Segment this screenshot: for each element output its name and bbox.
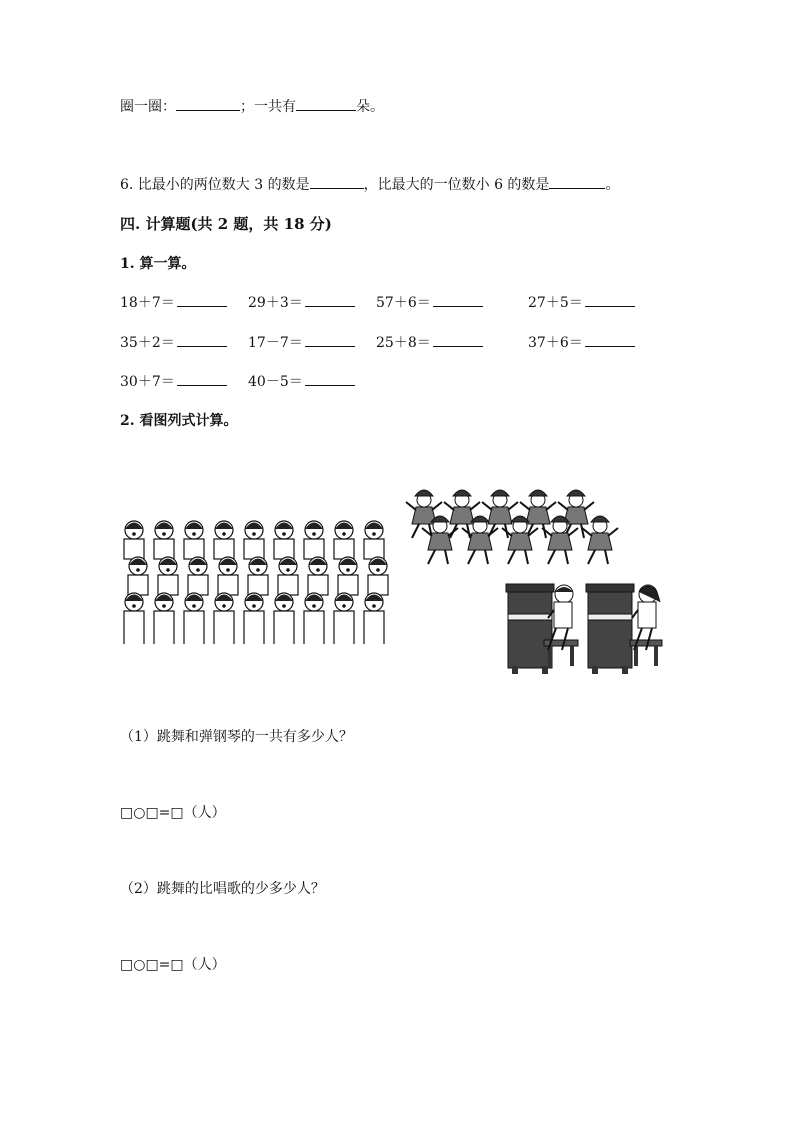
formula-1[interactable]: □○□=□（人） (120, 805, 226, 821)
answer-blank[interactable] (433, 292, 483, 307)
equation-text: 29＋3＝ (248, 295, 303, 311)
choir-illustration (118, 518, 396, 644)
circle-question (120, 96, 384, 116)
calc-heading: 1. 算一算。 (120, 256, 196, 272)
choir-child (274, 521, 294, 559)
choir-child (154, 521, 174, 559)
circle-label: 圈一圈： (120, 99, 176, 115)
answer-blank[interactable] (176, 96, 240, 111)
equation-text: 57＋6＝ (376, 295, 431, 311)
answer-blank[interactable] (296, 96, 356, 111)
piano-players-illustration (504, 580, 668, 678)
equation-text: 40－5＝ (248, 374, 303, 390)
choir-child (368, 557, 388, 595)
choir-child (304, 521, 324, 559)
equation-text: 27＋5＝ (528, 295, 583, 311)
choir-child (128, 557, 148, 595)
choir-child (334, 593, 354, 644)
equation (248, 371, 355, 391)
formula-2[interactable]: □○□=□（人） (120, 957, 226, 973)
question-2: （2）跳舞的比唱歌的少多少人？ (120, 881, 325, 897)
choir-child (244, 593, 264, 644)
choir-child (304, 593, 324, 644)
answer-blank[interactable] (177, 292, 227, 307)
equation-text: 25＋8＝ (376, 335, 431, 351)
answer-blank[interactable] (305, 371, 355, 386)
choir-child (124, 593, 144, 644)
equation (376, 292, 483, 312)
equation-text: 30＋7＝ (120, 374, 175, 390)
choir-child (214, 593, 234, 644)
equation (528, 332, 635, 352)
circle-unit: 朵。 (356, 99, 384, 115)
dancer (482, 490, 518, 538)
choir-child (274, 593, 294, 644)
choir-child (334, 521, 354, 559)
choir-child (218, 557, 238, 595)
equation-text: 17－7＝ (248, 335, 303, 351)
equation-text: 18＋7＝ (120, 295, 175, 311)
equation (120, 371, 227, 391)
choir-child (158, 557, 178, 595)
q6-part-a: 6. 比最小的两位数大 3 的数是 (120, 177, 310, 193)
q6-part-b: ，比最大的一位数小 6 的数是 (363, 177, 550, 193)
answer-blank[interactable] (310, 174, 364, 189)
question-1: （1）跳舞和弹钢琴的一共有多少人？ (120, 729, 353, 745)
choir-child (124, 521, 144, 559)
choir-child (364, 521, 384, 559)
equation (120, 292, 227, 312)
pianist-girl (630, 585, 662, 666)
answer-blank[interactable] (585, 332, 635, 347)
choir-child (364, 593, 384, 644)
choir-child (338, 557, 358, 595)
equation-text: 35＋2＝ (120, 335, 175, 351)
circle-sep: ；一共有 (240, 99, 296, 115)
answer-blank[interactable] (305, 332, 355, 347)
choir-child (184, 521, 204, 559)
piano-left (506, 584, 554, 674)
choir-child (188, 557, 208, 595)
answer-blank[interactable] (433, 332, 483, 347)
choir-child (154, 593, 174, 644)
answer-blank[interactable] (549, 174, 605, 189)
answer-blank[interactable] (305, 292, 355, 307)
section-title: 四. 计算题(共 2 题，共 18 分) (120, 215, 332, 233)
choir-child (184, 593, 204, 644)
choir-child (278, 557, 298, 595)
choir-child (244, 521, 264, 559)
equation-text: 37＋6＝ (528, 335, 583, 351)
piano-right (586, 584, 634, 674)
choir-child (308, 557, 328, 595)
question-6 (120, 174, 619, 194)
answer-blank[interactable] (177, 332, 227, 347)
dancers-illustration (404, 484, 644, 580)
choir-child (248, 557, 268, 595)
equation (248, 292, 355, 312)
equation (528, 292, 635, 312)
q6-part-c: 。 (605, 177, 620, 193)
equation (376, 332, 483, 352)
equation (120, 332, 227, 352)
answer-blank[interactable] (177, 371, 227, 386)
answer-blank[interactable] (585, 292, 635, 307)
equation (248, 332, 355, 352)
picture-heading: 2. 看图列式计算。 (120, 413, 238, 429)
choir-child (214, 521, 234, 559)
